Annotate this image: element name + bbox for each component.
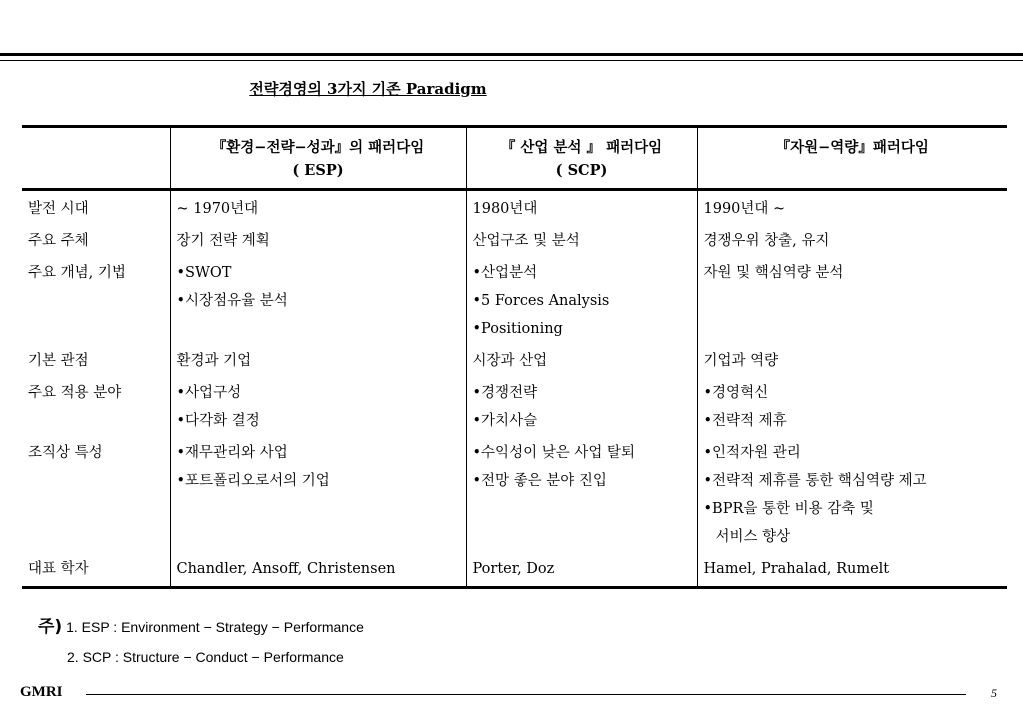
cell-esp — [170, 345, 466, 377]
table-row — [22, 190, 1007, 226]
page-number: 5 — [991, 686, 997, 700]
cell-text: 환경과 기업 — [176, 353, 252, 369]
cell-rbv — [697, 377, 1007, 437]
cell-esp — [170, 553, 466, 588]
cell-scp — [466, 190, 697, 226]
cell-text: •경영혁신 — [703, 385, 769, 401]
cell-text: •가치사슬 — [472, 413, 538, 429]
cell-text: 산업구조 및 분석 — [472, 233, 580, 249]
cell-text: •경쟁전략 — [472, 385, 538, 401]
cell-esp — [170, 225, 466, 257]
cell-scp — [466, 553, 697, 588]
row-label: 조직상 특성 — [28, 445, 103, 461]
cell-text: •수익성이 낮은 사업 탈퇴 — [472, 445, 635, 461]
row-label: 대표 학자 — [28, 561, 89, 577]
cell-rbv — [697, 225, 1007, 257]
row-label: 주요 주체 — [28, 233, 89, 249]
cell-text: 자원 및 핵심역량 분석 — [703, 265, 844, 281]
cell-text: 서비스 향상 — [715, 529, 791, 545]
cell-scp — [466, 225, 697, 257]
cell-text: 1990년대 ~ — [703, 201, 786, 217]
header-corner — [22, 127, 170, 190]
top-rule — [0, 53, 1023, 56]
cell-text: 장기 전략 계획 — [176, 233, 270, 249]
cell-scp — [466, 437, 697, 553]
table-row — [22, 437, 1007, 553]
cell-text: •다각화 결정 — [176, 413, 260, 429]
table-row — [22, 553, 1007, 588]
header-rbv-title: 『자원−역량』패러다임 — [775, 139, 929, 156]
footnote-1 — [38, 612, 364, 642]
cell-text: 경쟁우위 창출, 유지 — [703, 233, 830, 249]
cell-text: •사업구성 — [176, 385, 242, 401]
header-esp-title: 『환경−전략−성과』의 패러다임 — [211, 139, 425, 156]
cell-scp — [466, 377, 697, 437]
cell-text: •BPR을 통한 비용 감축 및 — [703, 501, 874, 517]
cell-text: •포트폴리오로서의 기업 — [176, 473, 330, 489]
cell-text: Hamel, Prahalad, Rumelt — [703, 561, 890, 577]
row-label: 기본 관점 — [28, 353, 89, 369]
cell-text: •5 Forces Analysis — [472, 293, 610, 309]
cell-text: •전략적 제휴를 통한 핵심역량 제고 — [703, 473, 927, 489]
cell-text: •SWOT — [176, 265, 232, 281]
cell-esp — [170, 437, 466, 553]
cell-text: 시장과 산업 — [472, 353, 548, 369]
cell-text: 기업과 역량 — [703, 353, 779, 369]
top-rule-thin — [0, 60, 1023, 61]
header-scp-title: 『 산업 분석 』 패러다임 — [500, 139, 663, 156]
cell-rbv — [697, 190, 1007, 226]
cell-text: •산업분석 — [472, 265, 538, 281]
table-row — [22, 377, 1007, 437]
cell-text: •인적자원 관리 — [703, 445, 801, 461]
cell-scp — [466, 257, 697, 345]
row-label: 발전 시대 — [28, 201, 89, 217]
cell-rbv — [697, 257, 1007, 345]
cell-scp — [466, 345, 697, 377]
footer-rule — [86, 694, 966, 695]
cell-text: Chandler, Ansoff, Christensen — [176, 561, 396, 577]
cell-text: •전략적 제휴 — [703, 413, 787, 429]
cell-rbv — [697, 437, 1007, 553]
header-row — [22, 127, 1007, 190]
table-row — [22, 225, 1007, 257]
paradigm-table — [22, 125, 1007, 589]
header-esp — [170, 127, 466, 190]
footnote-scp: 2. SCP : Structure − Conduct − Performance — [67, 649, 344, 665]
cell-esp — [170, 257, 466, 345]
cell-text: •Positioning — [472, 321, 563, 337]
cell-text: •재무관리와 사업 — [176, 445, 288, 461]
row-label: 주요 개념, 기법 — [28, 265, 126, 281]
table-row — [22, 345, 1007, 377]
cell-esp — [170, 190, 466, 226]
table-row — [22, 257, 1007, 345]
cell-text: ~ 1970년대 — [176, 201, 259, 217]
footnote-prefix: 주) — [38, 617, 63, 637]
cell-text: •전망 좋은 분야 진입 — [472, 473, 607, 489]
cell-esp — [170, 377, 466, 437]
header-esp-abbr: ( ESP) — [292, 162, 344, 179]
cell-text: •시장점유율 분석 — [176, 293, 288, 309]
cell-text: Porter, Doz — [472, 561, 555, 577]
cell-text: 1980년대 — [472, 201, 538, 217]
header-scp-abbr: ( SCP) — [555, 162, 608, 179]
footnotes — [38, 612, 364, 672]
cell-rbv — [697, 345, 1007, 377]
slide-title: 전략경영의 3가지 기존 Paradigm — [249, 80, 487, 98]
header-scp — [466, 127, 697, 190]
cell-rbv — [697, 553, 1007, 588]
row-label: 주요 적용 분야 — [28, 385, 122, 401]
footnote-esp: 1. ESP : Environment − Strategy − Performance — [66, 619, 364, 635]
header-rbv — [697, 127, 1007, 190]
footer-brand: GMRI — [20, 684, 63, 700]
